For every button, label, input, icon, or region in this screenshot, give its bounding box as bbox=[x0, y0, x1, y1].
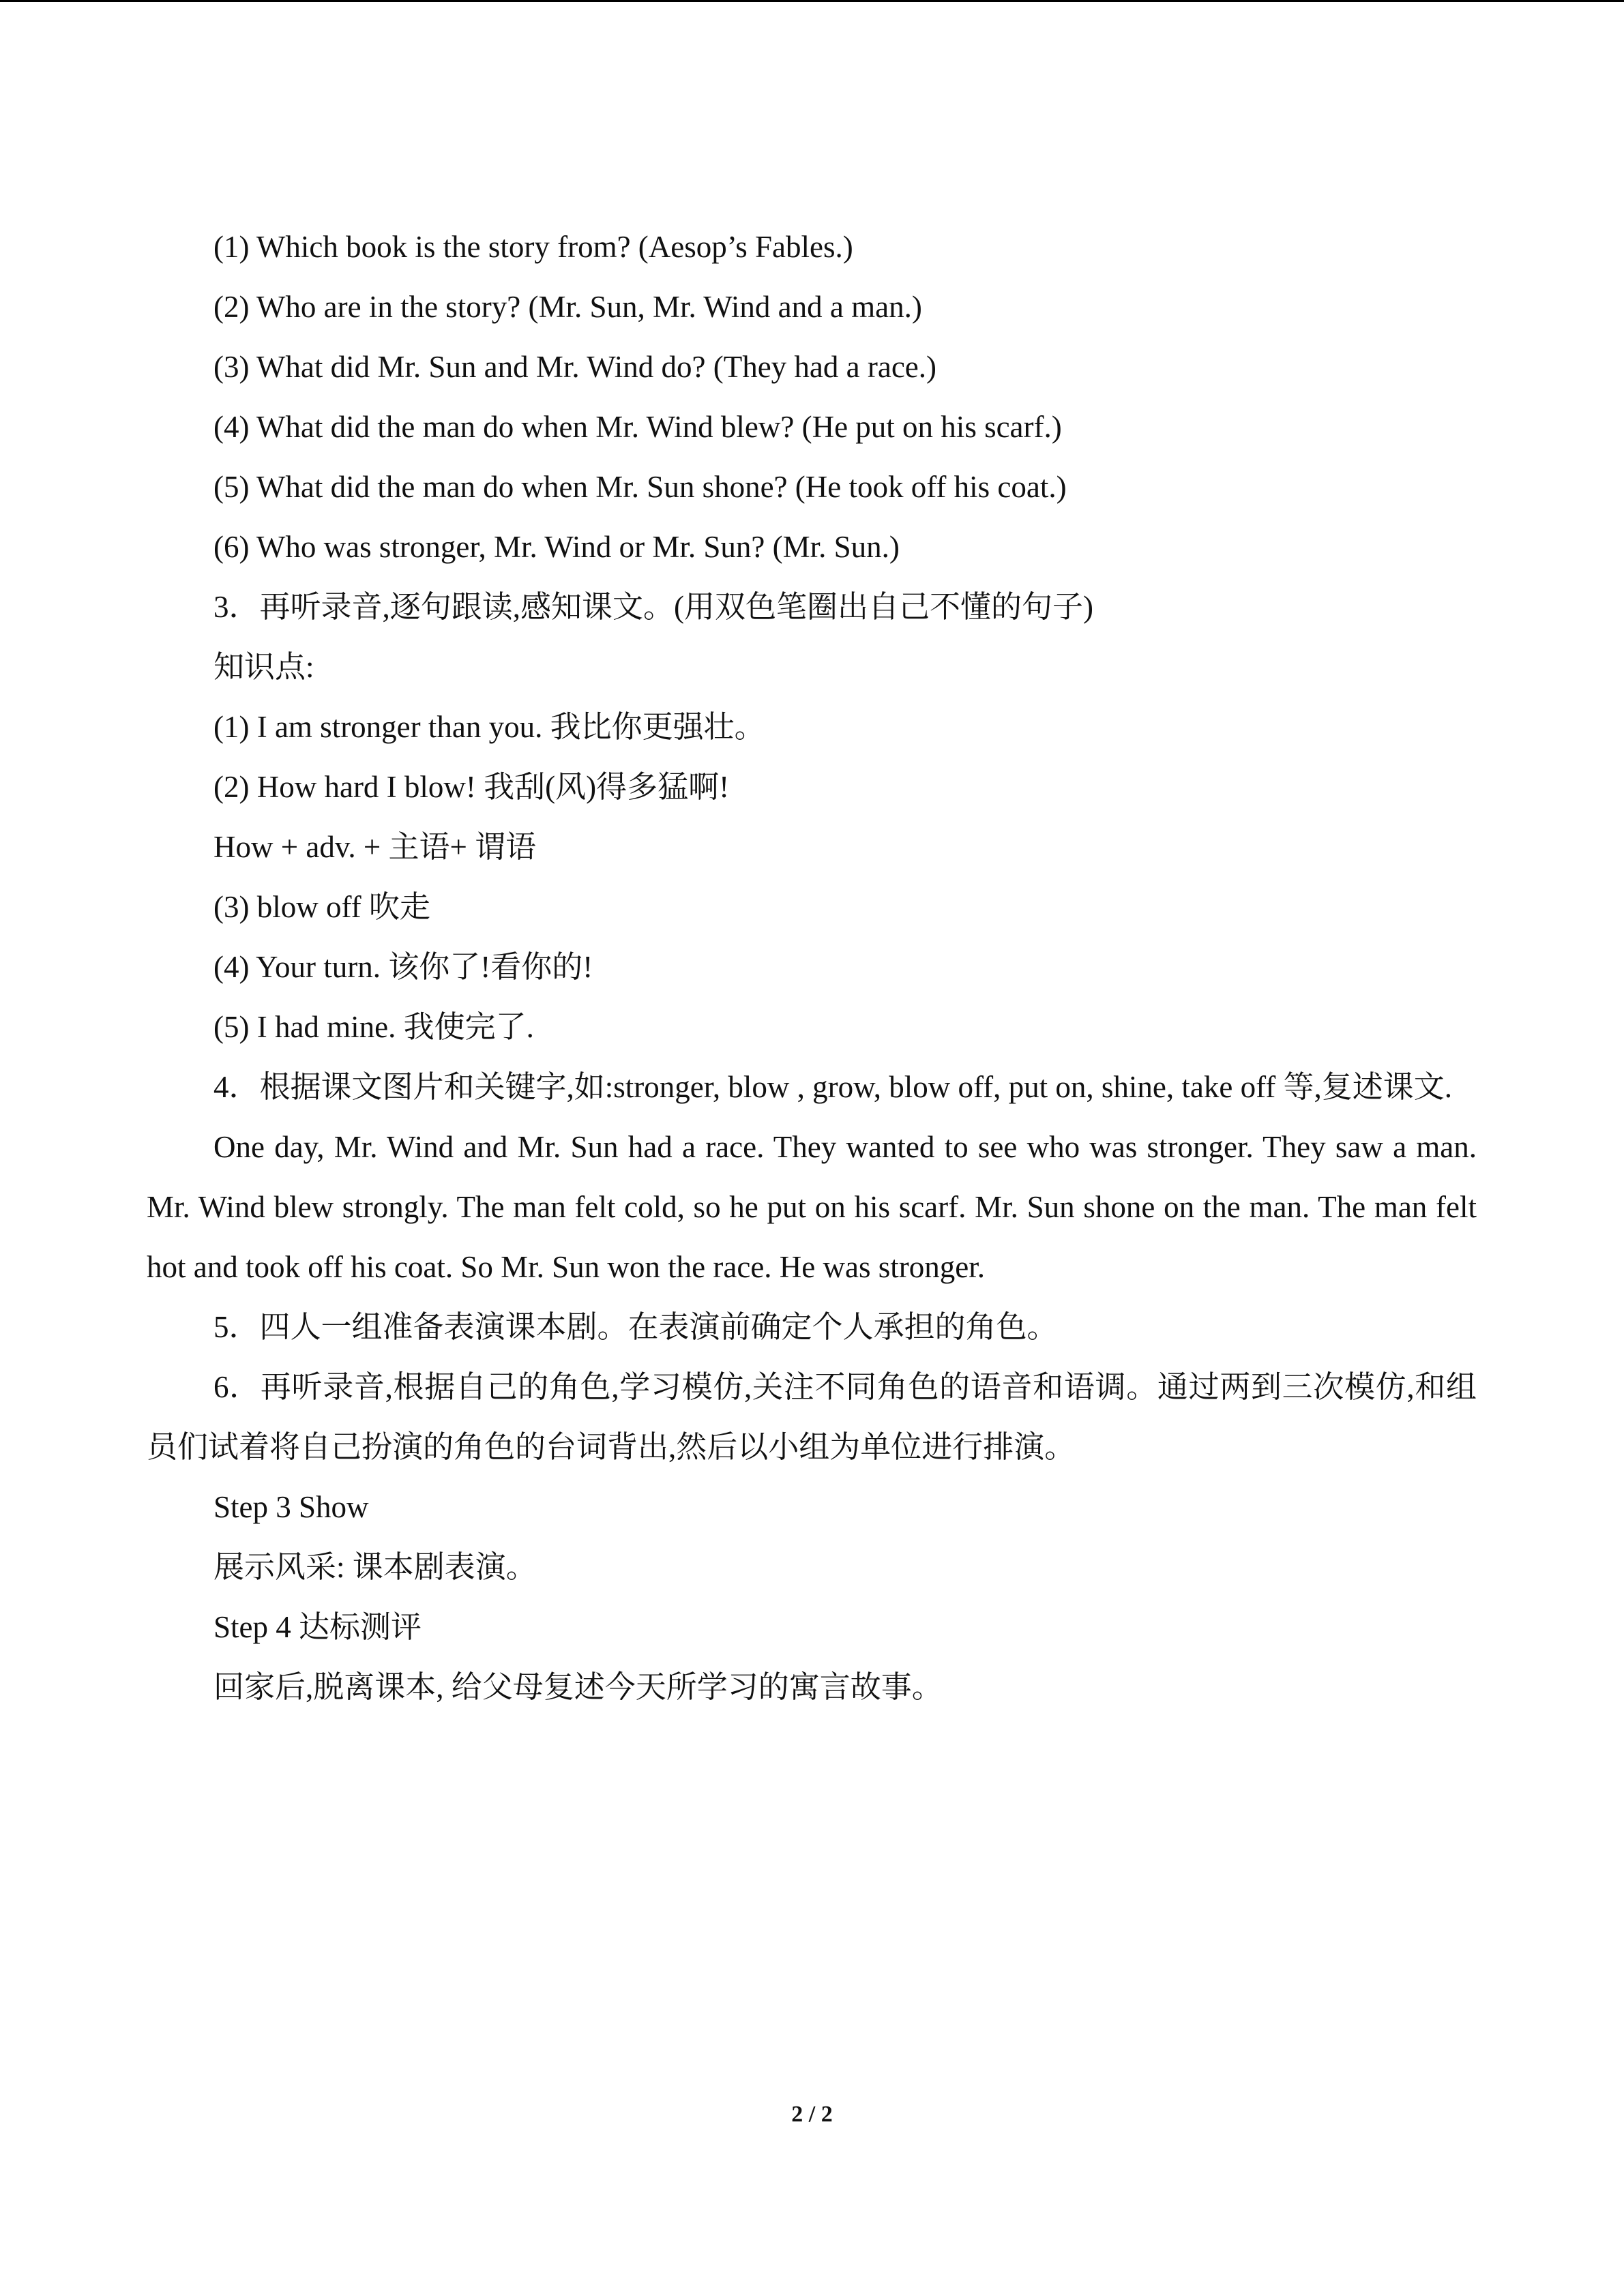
item-3-instruction: 3．再听录音,逐句跟读,感知课文。(用双色笔圈出自己不懂的句子) bbox=[213, 590, 1093, 624]
knowledge-heading: 知识点: bbox=[213, 650, 314, 684]
question-4: (4) What did the man do when Mr. Wind blew? (He put on his scarf.) bbox=[213, 410, 1062, 444]
step-3-title: Step 3 Show bbox=[213, 1490, 369, 1524]
question-2: (2) Who are in the story? (Mr. Sun, Mr. Wind and a man.) bbox=[213, 290, 922, 324]
question-1: (1) Which book is the story from? (Aesop’s Fables.) bbox=[213, 230, 853, 264]
knowledge-point-2-structure: How + adv. + 主语+ 谓语 bbox=[213, 830, 537, 864]
question-5: (5) What did the man do when Mr. Sun shone? (He took off his coat.) bbox=[213, 470, 1067, 504]
question-6: (6) Who was stronger, Mr. Wind or Mr. Sun? (Mr. Sun.) bbox=[213, 530, 900, 564]
step-3-description: 展示风采: 课本剧表演。 bbox=[213, 1550, 537, 1584]
step-4-description: 回家后,脱离课本, 给父母复述今天所学习的寓言故事。 bbox=[213, 1670, 943, 1704]
top-border bbox=[0, 0, 1624, 2]
retell-paragraph: One day, Mr. Wind and Mr. Sun had a race. They wanted to see who was stronger. They saw a man. Mr. Wind blew strongly. The man felt cold, so he put on his scarf. Mr. Sun shone on the man. The man felt hot and took off his coat. So Mr. Sun won the race. He was stronger. bbox=[147, 1130, 1477, 1284]
step-4-title: Step 4 达标测评 bbox=[213, 1610, 422, 1644]
page-number: 2 / 2 bbox=[791, 2102, 833, 2127]
page-content bbox=[147, 217, 1477, 1717]
item-5-instruction: 5．四人一组准备表演课本剧。在表演前确定个人承担的角色。 bbox=[213, 1310, 1058, 1344]
question-3: (3) What did Mr. Sun and Mr. Wind do? (They had a race.) bbox=[213, 350, 937, 384]
knowledge-point-4: (4) Your turn. 该你了!看你的! bbox=[213, 950, 593, 984]
knowledge-point-5: (5) I had mine. 我使完了. bbox=[213, 1010, 534, 1044]
item-6-instruction: 6．再听录音,根据自己的角色,学习模仿,关注不同角色的语音和语调。通过两到三次模仿,和组员们试着将自己扮演的角色的台词背出,然后以小组为单位进行排演。 bbox=[147, 1370, 1477, 1464]
knowledge-point-2: (2) How hard I blow! 我刮(风)得多猛啊! bbox=[213, 770, 730, 804]
knowledge-point-1: (1) I am stronger than you. 我比你更强壮。 bbox=[213, 710, 765, 744]
knowledge-point-3: (3) blow off 吹走 bbox=[213, 890, 430, 924]
item-4-instruction: 4．根据课文图片和关键字,如:stronger, blow , grow, blow off, put on, shine, take off 等,复述课文. bbox=[213, 1070, 1452, 1104]
